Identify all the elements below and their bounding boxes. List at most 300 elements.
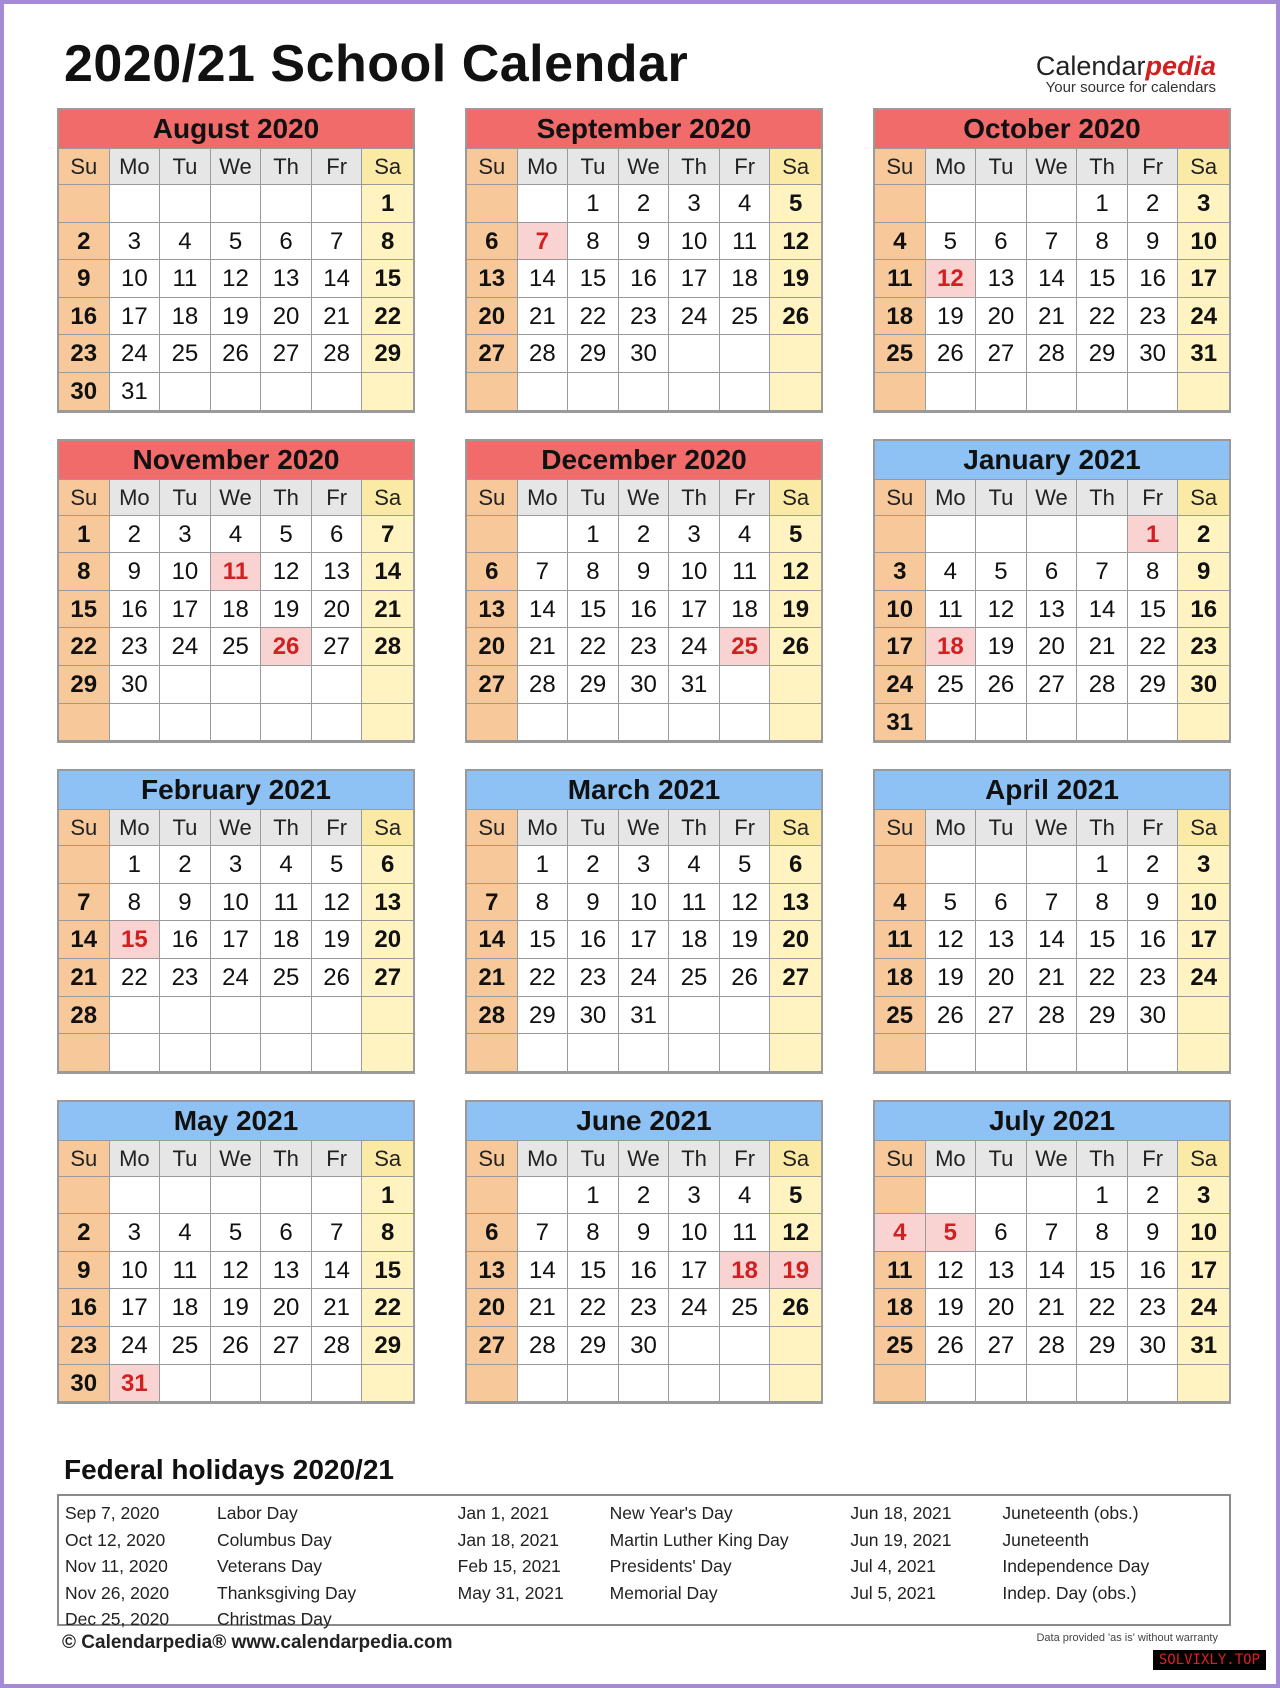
holiday-row — [65, 1580, 438, 1607]
weekday-header: Fr — [1128, 149, 1179, 185]
day-cell: 19 — [720, 921, 771, 959]
empty-day-cell — [518, 1177, 569, 1215]
holiday-name: Juneteenth (obs.) — [1002, 1503, 1139, 1523]
empty-day-cell — [160, 373, 211, 411]
day-cell: 26 — [926, 997, 977, 1035]
holiday-date: Jan 1, 2021 — [457, 1503, 550, 1523]
day-cell: 2 — [619, 516, 670, 554]
day-cell: 5 — [926, 1214, 977, 1252]
day-cell: 13 — [261, 260, 312, 298]
empty-day-cell — [770, 704, 821, 742]
day-cell: 27 — [312, 628, 363, 666]
weekday-header: Mo — [926, 810, 977, 846]
empty-day-cell — [875, 373, 926, 411]
empty-day-cell — [619, 1365, 670, 1403]
weekday-header: Mo — [518, 1141, 569, 1177]
day-cell: 1 — [1128, 516, 1179, 554]
day-cell: 7 — [362, 516, 413, 554]
day-cell: 12 — [770, 553, 821, 591]
day-cell: 26 — [770, 1289, 821, 1327]
weekday-header: Th — [1077, 1141, 1128, 1177]
day-cell: 7 — [1027, 884, 1078, 922]
empty-day-cell — [1027, 516, 1078, 554]
day-cell: 16 — [619, 260, 670, 298]
day-cell: 17 — [669, 1252, 720, 1290]
day-cell: 21 — [1027, 1289, 1078, 1327]
day-cell: 25 — [261, 959, 312, 997]
weekday-header: We — [619, 149, 670, 185]
day-cell: 22 — [1128, 628, 1179, 666]
day-cell: 24 — [160, 628, 211, 666]
empty-day-cell — [467, 1177, 518, 1215]
day-cell: 3 — [619, 846, 670, 884]
footer-disclaimer: Data provided 'as is' without warranty — [1036, 1632, 1218, 1644]
day-cell: 24 — [1178, 298, 1229, 336]
empty-day-cell — [1178, 704, 1229, 742]
day-cell: 17 — [160, 591, 211, 629]
day-cell: 26 — [770, 298, 821, 336]
day-cell: 28 — [312, 1327, 363, 1365]
day-cell: 10 — [619, 884, 670, 922]
day-cell: 12 — [312, 884, 363, 922]
day-cell: 21 — [362, 591, 413, 629]
day-cell: 25 — [720, 298, 771, 336]
month-days-grid — [59, 810, 413, 1072]
day-cell: 15 — [568, 591, 619, 629]
day-cell: 21 — [467, 959, 518, 997]
day-cell: 22 — [518, 959, 569, 997]
weekday-header: Fr — [720, 149, 771, 185]
empty-day-cell — [770, 373, 821, 411]
day-cell: 2 — [619, 185, 670, 223]
day-cell: 27 — [467, 1327, 518, 1365]
day-cell: 21 — [518, 628, 569, 666]
weekday-header: Sa — [1178, 1141, 1229, 1177]
holidays-table — [57, 1494, 1231, 1629]
day-cell: 23 — [1128, 1289, 1179, 1327]
day-cell: 15 — [1077, 921, 1128, 959]
empty-day-cell — [1027, 1365, 1078, 1403]
empty-day-cell — [1027, 373, 1078, 411]
day-cell: 18 — [926, 628, 977, 666]
day-cell: 18 — [720, 591, 771, 629]
weekday-header: Th — [669, 480, 720, 516]
day-cell: 1 — [568, 1177, 619, 1215]
empty-day-cell — [1178, 1034, 1229, 1072]
month-days-grid — [59, 149, 413, 411]
empty-day-cell — [720, 666, 771, 704]
day-cell: 19 — [770, 591, 821, 629]
empty-day-cell — [362, 997, 413, 1035]
holiday-row — [65, 1500, 438, 1527]
empty-day-cell — [312, 666, 363, 704]
weekday-header: Sa — [770, 810, 821, 846]
empty-day-cell — [211, 1365, 262, 1403]
day-cell: 11 — [669, 884, 720, 922]
day-cell: 26 — [926, 1327, 977, 1365]
day-cell: 14 — [59, 921, 110, 959]
weekday-header: Th — [669, 810, 720, 846]
holiday-date: Feb 15, 2021 — [457, 1556, 561, 1576]
weekday-header: Sa — [770, 480, 821, 516]
day-cell: 27 — [976, 1327, 1027, 1365]
day-cell: 8 — [518, 884, 569, 922]
month-days-grid — [59, 480, 413, 742]
day-cell: 29 — [362, 335, 413, 373]
empty-day-cell — [720, 373, 771, 411]
day-cell: 30 — [619, 666, 670, 704]
empty-day-cell — [720, 1327, 771, 1365]
day-cell: 3 — [669, 1177, 720, 1215]
empty-day-cell — [926, 846, 977, 884]
empty-day-cell — [568, 373, 619, 411]
day-cell: 6 — [976, 884, 1027, 922]
day-cell: 16 — [1128, 921, 1179, 959]
weekday-header: Tu — [160, 480, 211, 516]
day-cell: 11 — [875, 921, 926, 959]
footer-copyright[interactable]: © Calendarpedia® www.calendarpedia.com — [62, 1632, 453, 1653]
weekday-header: Sa — [362, 480, 413, 516]
empty-day-cell — [467, 516, 518, 554]
day-cell: 2 — [110, 516, 161, 554]
empty-day-cell — [1027, 846, 1078, 884]
empty-day-cell — [926, 516, 977, 554]
month-calendar — [465, 1100, 823, 1405]
day-cell: 31 — [619, 997, 670, 1035]
weekday-header: Mo — [518, 810, 569, 846]
day-cell: 21 — [518, 298, 569, 336]
day-cell: 21 — [1077, 628, 1128, 666]
day-cell: 5 — [312, 846, 363, 884]
day-cell: 8 — [1077, 884, 1128, 922]
day-cell: 8 — [362, 1214, 413, 1252]
day-cell: 8 — [568, 1214, 619, 1252]
empty-day-cell — [1128, 1365, 1179, 1403]
day-cell: 22 — [1077, 959, 1128, 997]
day-cell: 13 — [312, 553, 363, 591]
day-cell: 17 — [1178, 260, 1229, 298]
holiday-date: Jun 18, 2021 — [850, 1503, 952, 1523]
day-cell: 28 — [362, 628, 413, 666]
day-cell: 24 — [110, 335, 161, 373]
empty-day-cell — [926, 1177, 977, 1215]
day-cell: 21 — [1027, 959, 1078, 997]
day-cell: 14 — [312, 260, 363, 298]
month-title: December 2020 — [467, 441, 821, 480]
day-cell: 6 — [976, 1214, 1027, 1252]
day-cell: 28 — [59, 997, 110, 1035]
day-cell: 15 — [362, 260, 413, 298]
day-cell: 15 — [568, 1252, 619, 1290]
day-cell: 9 — [619, 1214, 670, 1252]
empty-day-cell — [211, 185, 262, 223]
day-cell: 15 — [1128, 591, 1179, 629]
day-cell: 29 — [1077, 997, 1128, 1035]
day-cell: 3 — [160, 516, 211, 554]
day-cell: 12 — [770, 1214, 821, 1252]
empty-day-cell — [720, 335, 771, 373]
day-cell: 21 — [518, 1289, 569, 1327]
empty-day-cell — [261, 997, 312, 1035]
day-cell: 11 — [720, 223, 771, 261]
day-cell: 12 — [976, 591, 1027, 629]
day-cell: 15 — [362, 1252, 413, 1290]
day-cell: 29 — [568, 335, 619, 373]
day-cell: 9 — [59, 260, 110, 298]
day-cell: 15 — [59, 591, 110, 629]
weekday-header: We — [1027, 149, 1078, 185]
empty-day-cell — [568, 1365, 619, 1403]
empty-day-cell — [976, 846, 1027, 884]
month-title: August 2020 — [59, 110, 413, 149]
weekday-header: Fr — [720, 810, 771, 846]
empty-day-cell — [160, 997, 211, 1035]
day-cell: 16 — [1128, 260, 1179, 298]
day-cell: 20 — [261, 298, 312, 336]
weekday-header: Th — [669, 1141, 720, 1177]
holiday-name: Presidents' Day — [609, 1556, 732, 1576]
day-cell: 1 — [362, 185, 413, 223]
day-cell: 2 — [160, 846, 211, 884]
day-cell: 29 — [362, 1327, 413, 1365]
day-cell: 25 — [211, 628, 262, 666]
day-cell: 24 — [669, 1289, 720, 1327]
weekday-header: Th — [261, 149, 312, 185]
holiday-row — [850, 1580, 1223, 1607]
empty-day-cell — [467, 1365, 518, 1403]
day-cell: 3 — [110, 1214, 161, 1252]
weekday-header: Mo — [110, 480, 161, 516]
weekday-header: We — [619, 1141, 670, 1177]
month-days-grid — [467, 810, 821, 1072]
day-cell: 25 — [875, 335, 926, 373]
day-cell: 4 — [720, 516, 771, 554]
day-cell: 23 — [59, 1327, 110, 1365]
day-cell: 14 — [1027, 921, 1078, 959]
day-cell: 23 — [619, 1289, 670, 1327]
day-cell: 10 — [1178, 884, 1229, 922]
empty-day-cell — [261, 373, 312, 411]
empty-day-cell — [211, 704, 262, 742]
day-cell: 6 — [362, 846, 413, 884]
day-cell: 16 — [160, 921, 211, 959]
weekday-header: Sa — [1178, 810, 1229, 846]
holiday-row — [458, 1553, 831, 1580]
day-cell: 27 — [467, 335, 518, 373]
day-cell: 24 — [875, 666, 926, 704]
day-cell: 1 — [1077, 846, 1128, 884]
empty-day-cell — [59, 846, 110, 884]
empty-day-cell — [211, 666, 262, 704]
empty-day-cell — [312, 185, 363, 223]
empty-day-cell — [770, 666, 821, 704]
day-cell: 5 — [720, 846, 771, 884]
day-cell: 20 — [976, 298, 1027, 336]
weekday-header: We — [211, 480, 262, 516]
weekday-header: Fr — [1128, 810, 1179, 846]
empty-day-cell — [976, 373, 1027, 411]
day-cell: 7 — [518, 223, 569, 261]
empty-day-cell — [518, 516, 569, 554]
day-cell: 30 — [1128, 1327, 1179, 1365]
empty-day-cell — [261, 1034, 312, 1072]
day-cell: 17 — [669, 260, 720, 298]
empty-day-cell — [59, 185, 110, 223]
day-cell: 20 — [1027, 628, 1078, 666]
day-cell: 30 — [1128, 335, 1179, 373]
weekday-header: Tu — [568, 149, 619, 185]
empty-day-cell — [211, 997, 262, 1035]
day-cell: 6 — [261, 223, 312, 261]
weekday-header: Mo — [926, 149, 977, 185]
empty-day-cell — [110, 1177, 161, 1215]
month-calendar — [465, 108, 823, 413]
empty-day-cell — [59, 1034, 110, 1072]
weekday-header: Mo — [110, 1141, 161, 1177]
day-cell: 25 — [160, 335, 211, 373]
day-cell: 12 — [720, 884, 771, 922]
empty-day-cell — [160, 1034, 211, 1072]
day-cell: 26 — [261, 628, 312, 666]
day-cell: 4 — [875, 223, 926, 261]
day-cell: 21 — [1027, 298, 1078, 336]
empty-day-cell — [160, 1365, 211, 1403]
empty-day-cell — [362, 373, 413, 411]
month-title: September 2020 — [467, 110, 821, 149]
day-cell: 28 — [1077, 666, 1128, 704]
weekday-header: Sa — [1178, 480, 1229, 516]
day-cell: 20 — [976, 959, 1027, 997]
empty-day-cell — [619, 704, 670, 742]
day-cell: 5 — [926, 223, 977, 261]
day-cell: 8 — [568, 223, 619, 261]
empty-day-cell — [261, 185, 312, 223]
months-grid — [57, 108, 1231, 1404]
holiday-name: Thanksgiving Day — [217, 1582, 357, 1603]
day-cell: 4 — [211, 516, 262, 554]
day-cell: 2 — [1178, 516, 1229, 554]
day-cell: 19 — [312, 921, 363, 959]
weekday-header: Tu — [976, 149, 1027, 185]
day-cell: 16 — [110, 591, 161, 629]
weekday-header: We — [211, 149, 262, 185]
day-cell: 7 — [312, 223, 363, 261]
weekday-header: Tu — [976, 1141, 1027, 1177]
day-cell: 6 — [467, 1214, 518, 1252]
weekday-header: Sa — [362, 149, 413, 185]
day-cell: 3 — [1178, 1177, 1229, 1215]
weekday-header: We — [1027, 480, 1078, 516]
empty-day-cell — [1027, 1034, 1078, 1072]
day-cell: 19 — [976, 628, 1027, 666]
month-calendar — [873, 439, 1231, 744]
day-cell: 25 — [720, 628, 771, 666]
day-cell: 5 — [261, 516, 312, 554]
day-cell: 22 — [362, 1289, 413, 1327]
day-cell: 9 — [619, 553, 670, 591]
holiday-row — [65, 1606, 438, 1633]
day-cell: 10 — [160, 553, 211, 591]
day-cell: 22 — [568, 628, 619, 666]
day-cell: 22 — [362, 298, 413, 336]
empty-day-cell — [1128, 1034, 1179, 1072]
day-cell: 1 — [110, 846, 161, 884]
day-cell: 2 — [1128, 1177, 1179, 1215]
empty-day-cell — [110, 997, 161, 1035]
holidays-title: Federal holidays 2020/21 — [64, 1454, 394, 1485]
day-cell: 30 — [1178, 666, 1229, 704]
weekday-header: Sa — [770, 149, 821, 185]
day-cell: 9 — [1128, 884, 1179, 922]
day-cell: 29 — [1128, 666, 1179, 704]
day-cell: 7 — [59, 884, 110, 922]
day-cell: 24 — [669, 628, 720, 666]
day-cell: 26 — [720, 959, 771, 997]
day-cell: 30 — [568, 997, 619, 1035]
day-cell: 22 — [568, 1289, 619, 1327]
day-cell: 3 — [875, 553, 926, 591]
weekday-header: We — [619, 480, 670, 516]
month-title: May 2021 — [59, 1102, 413, 1141]
day-cell: 20 — [467, 1289, 518, 1327]
empty-day-cell — [669, 704, 720, 742]
day-cell: 5 — [770, 185, 821, 223]
day-cell: 6 — [312, 516, 363, 554]
day-cell: 13 — [976, 260, 1027, 298]
day-cell: 23 — [568, 959, 619, 997]
weekday-header: Tu — [976, 810, 1027, 846]
day-cell: 15 — [110, 921, 161, 959]
day-cell: 10 — [875, 591, 926, 629]
empty-day-cell — [160, 666, 211, 704]
day-cell: 6 — [1027, 553, 1078, 591]
empty-day-cell — [312, 1365, 363, 1403]
day-cell: 13 — [467, 1252, 518, 1290]
day-cell: 12 — [926, 260, 977, 298]
month-days-grid — [875, 149, 1229, 411]
day-cell: 11 — [160, 1252, 211, 1290]
calendarpedia-logo[interactable] — [1036, 52, 1216, 96]
empty-day-cell — [1077, 516, 1128, 554]
empty-day-cell — [261, 1177, 312, 1215]
day-cell: 5 — [770, 516, 821, 554]
month-days-grid — [875, 480, 1229, 742]
day-cell: 11 — [261, 884, 312, 922]
day-cell: 11 — [160, 260, 211, 298]
day-cell: 15 — [1077, 260, 1128, 298]
empty-day-cell — [1027, 1177, 1078, 1215]
empty-day-cell — [312, 1034, 363, 1072]
day-cell: 28 — [1027, 1327, 1078, 1365]
holiday-name: Martin Luther King Day — [609, 1529, 789, 1550]
day-cell: 29 — [568, 1327, 619, 1365]
empty-day-cell — [467, 704, 518, 742]
day-cell: 24 — [1178, 959, 1229, 997]
empty-day-cell — [110, 185, 161, 223]
day-cell: 1 — [518, 846, 569, 884]
day-cell: 29 — [1077, 1327, 1128, 1365]
empty-day-cell — [1077, 1034, 1128, 1072]
day-cell: 19 — [926, 298, 977, 336]
holiday-row — [458, 1527, 831, 1554]
day-cell: 27 — [1027, 666, 1078, 704]
day-cell: 4 — [720, 185, 771, 223]
weekday-header: Fr — [312, 1141, 363, 1177]
empty-day-cell — [669, 1365, 720, 1403]
weekday-header: Su — [875, 149, 926, 185]
holiday-name: Veterans Day — [217, 1556, 323, 1576]
holiday-column — [850, 1500, 1223, 1633]
